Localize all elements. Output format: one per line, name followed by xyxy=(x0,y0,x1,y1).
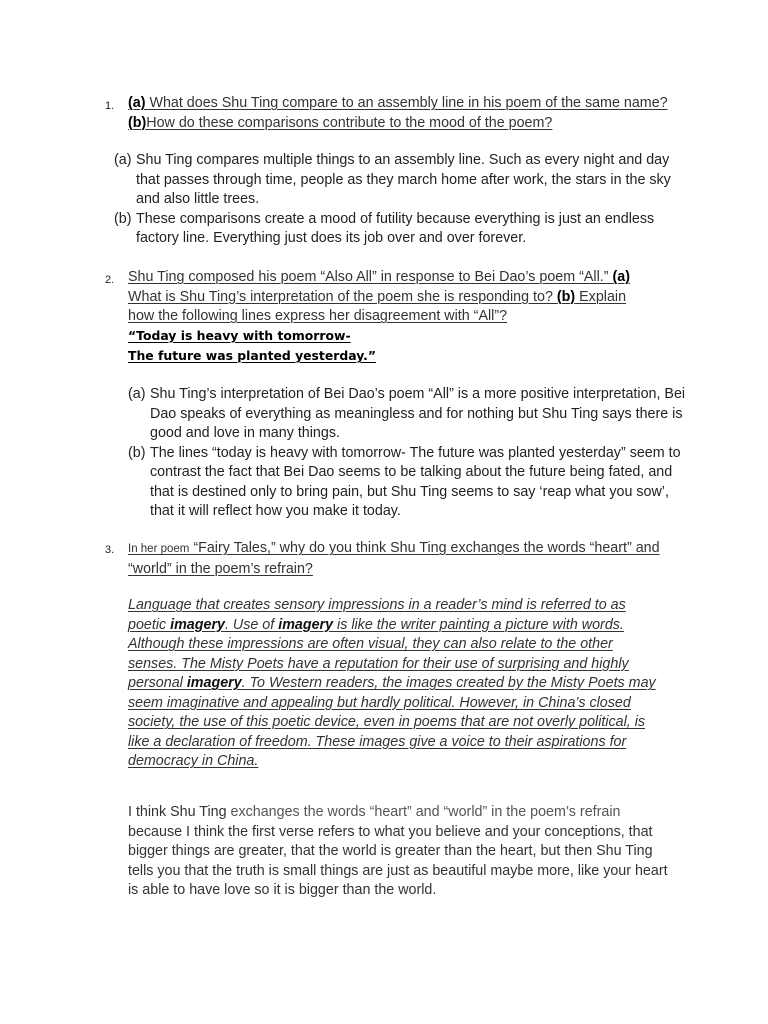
question-1-part-b: How do these comparisons contribute to the mood of the poem? xyxy=(146,114,553,131)
keyword-imagery: imagery xyxy=(278,616,334,633)
question-2-intro: Shu Ting composed his poem “Also All” in response to Bei Dao’s poem “All.” xyxy=(128,269,613,285)
passage-text: is like the writer painting a picture with words. Although these impressions are often visual, they can also relate to the other senses. The Misty Poets have a reputation for their use of surprising and highly personal xyxy=(128,616,629,691)
keyword-imagery: imagery xyxy=(186,675,242,691)
answer-label: (b) xyxy=(114,210,132,227)
answer-text: These comparisons create a mood of futility because everything is just an endless factory line. Everything just does its job over and over forever. xyxy=(136,210,655,246)
part-b-tag: (b) xyxy=(556,288,576,305)
answer-text: Shu Ting compares multiple things to an assembly line. Such as every night and day that passes through time, people as they march home after work, the stars in the sky and also little trees. xyxy=(136,152,671,207)
answer-label: (b) xyxy=(128,444,146,461)
answer-label: (a) xyxy=(128,386,146,402)
imagery-passage xyxy=(128,596,658,772)
answer-3 xyxy=(128,803,668,901)
passage-text: . Use of xyxy=(224,616,279,633)
answer-text: The lines “today is heavy with tomorrow- The future was planted yesterday” seem to contrast the fact that Bei Dao seems to be talking about the future being fated, and that is destined only to bring pain, but Shu Ting seems to say ‘reap what you sow’, that it will reflect how you make it today. xyxy=(150,444,681,519)
question-1 xyxy=(128,94,668,133)
question-3-text: “Fairy Tales,” why do you think Shu Ting exchanges the words “heart” and “world” in the poem’s refrain? xyxy=(128,540,660,577)
question-3 xyxy=(128,539,678,579)
question-number: 3. xyxy=(105,544,115,556)
answer-2 xyxy=(128,385,688,522)
answer-1 xyxy=(114,151,684,249)
answer-label: (a) xyxy=(114,152,132,168)
answer-1b xyxy=(114,210,684,249)
answer-2b xyxy=(128,444,688,522)
part-a-tag: (a) xyxy=(128,95,146,111)
question-3-lead: In her poem xyxy=(128,543,190,555)
answer-text: I think Shu Ting xyxy=(128,804,227,820)
quote-line-2: The future was planted yesterday.” xyxy=(128,348,377,363)
question-2-part-b: Explain how the following lines express her disagreement with “All”? xyxy=(128,288,627,324)
question-number: 1. xyxy=(105,100,115,112)
question-number: 2. xyxy=(105,274,115,286)
answer-text: because I think the first verse refers to what you believe and your conceptions, that bigger things are greater, that the world is greater than the heart, but then Shu Ting tells you that the truth is small things are just as beautiful maybe more, like your heart is able to have love so it is bigger than the world. xyxy=(128,823,668,898)
question-2 xyxy=(128,268,648,327)
quote-line-1: “Today is heavy with tomorrow- xyxy=(128,328,351,343)
answer-text: exchanges the words “heart” and “world” in the poem’s refrain xyxy=(226,804,621,820)
question-1-part-a: What does Shu Ting compare to an assembly line in his poem of the same name? xyxy=(145,95,668,111)
part-a-tag: (a) xyxy=(612,269,630,285)
passage-text: . To Western readers, the images created by the Misty Poets may seem imaginative and appealing but hardly political. However, in China’s closed society, the use of this poetic device, even in poems that are not overly political, is like a declaration of freedom. These images give a voice to their aspirations for democracy in China. xyxy=(128,675,656,769)
answer-text: Shu Ting’s interpretation of Bei Dao’s poem “All” is a more positive interpretation, Bei Dao speaks of everything as meaningless and for nothing but Shu Ting says there is good and love in many things. xyxy=(150,386,686,441)
part-b-tag: (b) xyxy=(128,114,147,131)
keyword-imagery: imagery xyxy=(170,616,225,633)
passage-text: Language that creates sensory impressions in a reader’s mind is referred to as poetic xyxy=(128,597,626,633)
answer-2a xyxy=(128,385,688,444)
question-2-part-a: What is Shu Ting’s interpretation of the poem she is responding to? xyxy=(128,288,557,305)
answer-1a xyxy=(114,151,684,210)
